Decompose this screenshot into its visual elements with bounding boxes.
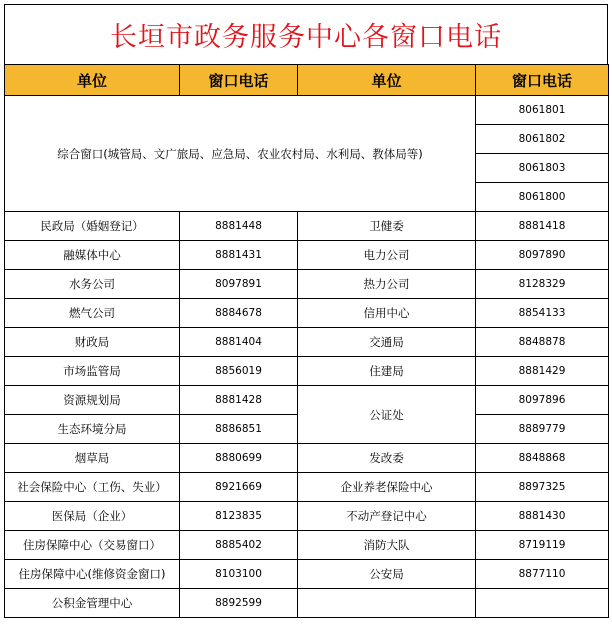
unit-name: 住房保障中心（交易窗口） [5,531,180,560]
table-row [5,589,609,618]
unit-phone: 8892599 [180,589,298,618]
header-phone-right: 窗口电话 [476,65,609,96]
unit-phone: 8881431 [180,241,298,270]
unit-name: 消防大队 [298,531,476,560]
table-row [5,560,609,589]
unit-name: 交通局 [298,328,476,357]
header-unit-left: 单位 [5,65,180,96]
unit-name: 卫健委 [298,212,476,241]
unit-name: 财政局 [5,328,180,357]
unit-phone: 8854133 [476,299,609,328]
unit-phone: 8881430 [476,502,609,531]
table-row [5,386,609,415]
unit-name: 住建局 [298,357,476,386]
unit-name [298,589,476,618]
table-row [5,502,609,531]
unit-phone: 8889779 [476,415,609,444]
unit-phone: 8885402 [180,531,298,560]
unit-phone: 8856019 [180,357,298,386]
table-row [5,96,609,125]
unit-phone: 8123835 [180,502,298,531]
unit-phone: 8097890 [476,241,609,270]
unit-phone: 8886851 [180,415,298,444]
unit-name: 不动产登记中心 [298,502,476,531]
unit-phone: 8097891 [180,270,298,299]
table-row [5,241,609,270]
unit-name: 发改委 [298,444,476,473]
phone-directory-sheet [4,4,608,618]
unit-phone: 8103100 [180,560,298,589]
table-row [5,444,609,473]
unit-phone: 8719119 [476,531,609,560]
table-row [5,531,609,560]
unit-phone: 8881428 [180,386,298,415]
unit-phone [476,589,609,618]
unit-phone: 8921669 [180,473,298,502]
unit-phone: 8097896 [476,386,609,415]
directory-table [4,64,609,618]
unit-name: 企业养老保险中心 [298,473,476,502]
unit-name: 资源规划局 [5,386,180,415]
unit-name: 民政局（婚姻登记） [5,212,180,241]
unit-phone: 8881448 [180,212,298,241]
unit-name: 水务公司 [5,270,180,299]
unit-name: 公安局 [298,560,476,589]
header-row [5,65,609,96]
unit-phone: 8881429 [476,357,609,386]
unit-name: 信用中心 [298,299,476,328]
unit-name: 公证处 [298,386,476,444]
unit-name: 烟草局 [5,444,180,473]
unit-phone: 8881404 [180,328,298,357]
unit-name: 热力公司 [298,270,476,299]
header-phone-left: 窗口电话 [180,65,298,96]
combined-window-phone: 8061803 [476,154,609,183]
table-row [5,270,609,299]
unit-name: 医保局（企业） [5,502,180,531]
unit-phone: 8848868 [476,444,609,473]
unit-name: 生态环境分局 [5,415,180,444]
unit-phone: 8848878 [476,328,609,357]
unit-phone: 8877110 [476,560,609,589]
unit-phone: 8881418 [476,212,609,241]
unit-phone: 8884678 [180,299,298,328]
unit-phone: 8880699 [180,444,298,473]
table-row [5,357,609,386]
combined-window-name: 综合窗口(城管局、文广旅局、应急局、农业农村局、水利局、教体局等) [5,96,476,212]
combined-window-phone: 8061800 [476,183,609,212]
combined-window-phone: 8061802 [476,125,609,154]
table-row [5,212,609,241]
unit-name: 融媒体中心 [5,241,180,270]
unit-name: 电力公司 [298,241,476,270]
header-unit-right: 单位 [298,65,476,96]
unit-name: 社会保险中心（工伤、失业） [5,473,180,502]
unit-name: 市场监管局 [5,357,180,386]
combined-window-phone: 8061801 [476,96,609,125]
table-row [5,299,609,328]
unit-phone: 8128329 [476,270,609,299]
unit-name: 住房保障中心(维修资金窗口) [5,560,180,589]
unit-name: 燃气公司 [5,299,180,328]
table-row [5,328,609,357]
table-row [5,473,609,502]
page-title: 长垣市政务服务中心各窗口电话 [4,4,608,64]
unit-phone: 8897325 [476,473,609,502]
unit-name: 公积金管理中心 [5,589,180,618]
